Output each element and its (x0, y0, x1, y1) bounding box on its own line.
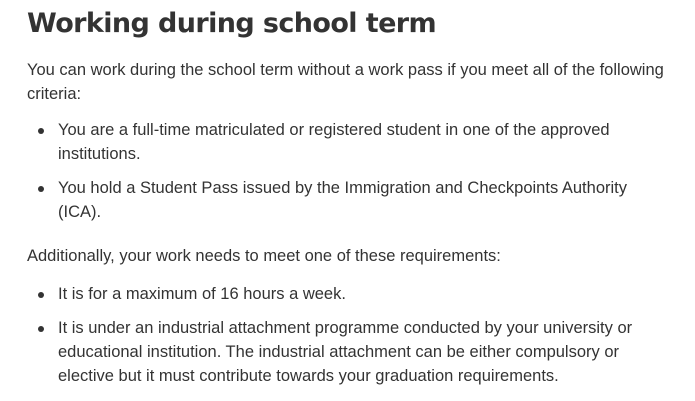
list-item (27, 118, 667, 166)
list-item (27, 282, 667, 306)
intro-paragraph: You can work during the school term without a work pass if you meet all of the following criteria: (27, 61, 664, 103)
requirements-list (27, 282, 667, 398)
bullet-icon (38, 186, 44, 192)
bullet-icon (38, 128, 44, 134)
list-item-text: It is under an industrial attachment programme conducted by your university or educational institution. The industrial attachment can be either compulsory or elective but it must contribute towards your graduation requirements. (58, 319, 633, 385)
bullet-icon (38, 292, 44, 298)
list-item (27, 316, 667, 388)
list-item-text: It is for a maximum of 16 hours a week. (58, 285, 346, 303)
additional-paragraph: Additionally, your work needs to meet one of these requirements: (27, 247, 501, 265)
criteria-list (27, 118, 667, 234)
list-item (27, 176, 667, 224)
list-item-text: You hold a Student Pass issued by the Immigration and Checkpoints Authority (ICA). (58, 179, 627, 221)
page-title: Working during school term (27, 8, 437, 39)
bullet-icon (38, 326, 44, 332)
list-item-text: You are a full-time matriculated or registered student in one of the approved institutions. (58, 121, 610, 163)
